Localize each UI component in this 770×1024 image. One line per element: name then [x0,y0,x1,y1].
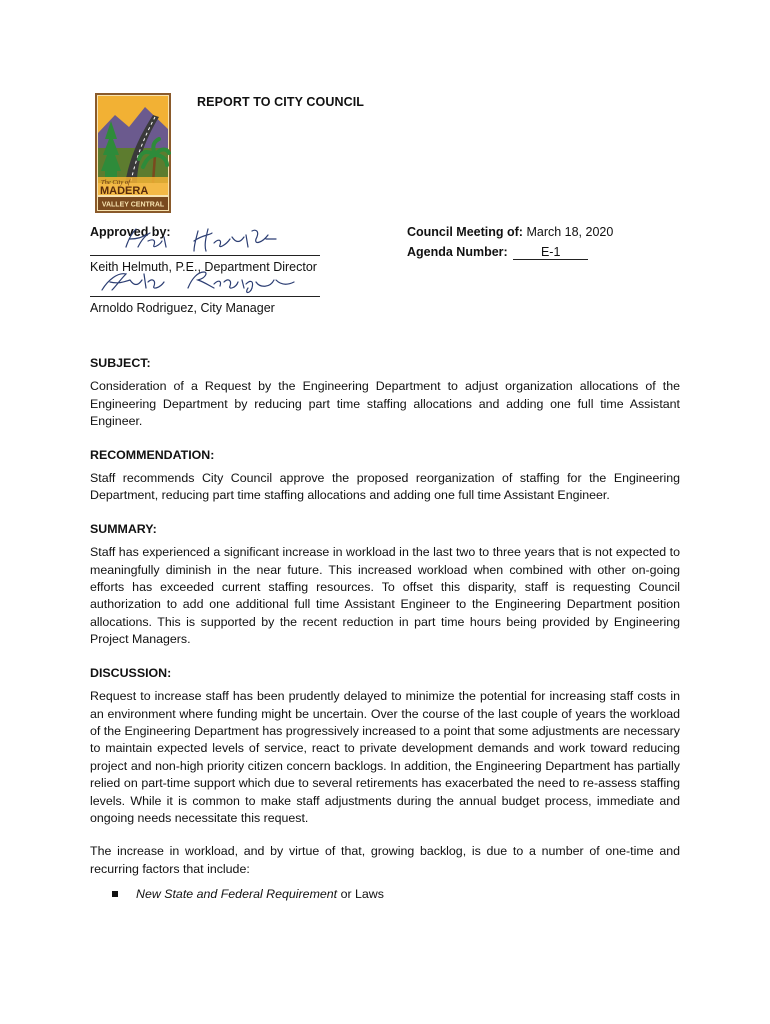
report-title: REPORT TO CITY COUNCIL [197,95,365,109]
report-body [90,355,680,904]
signature-line-city-manager [90,280,320,297]
subject-text: Consideration of a Request by the Engineering Department to adjust organization allocations of the Engineering Department by reducing part time staffing allocations and adding one full time Assistant Engineer. [90,379,680,429]
logo-text-city-of: The City of [101,179,130,186]
logo-text-valley-central: VALLEY CENTRAL [101,201,165,209]
subject-heading: SUBJECT: [90,356,151,370]
discussion-text-1: Request to increase staff has been prudently delayed to minimize the potential for increasing staff costs in an environment where funding might be uncertain. Over the course of the last couple of years the workload of the Engineering Department has progressively increased to a point that some adjustments are necessary to maintain expected levels of service, react to private development demands and work toward reducing project and non-high priority citizen concern backlogs. In addition, the Engineering Department has partially relied on part-time support which due to several retirements has exacerbated the need to re-assess staffing levels. While it is common to make staff adjustments during the annual budget process, immediate and ongoing needs necessitate this request. [90,689,680,825]
factors-list [90,886,680,903]
council-meeting-label: Council Meeting of: [407,225,523,239]
list-item [112,886,680,903]
approved-by-label: Approved by: [90,225,171,239]
city-of-madera-logo [95,93,171,213]
recommendation-heading: RECOMMENDATION: [90,447,215,462]
summary-section [90,521,680,649]
city-manager-name: Arnoldo Rodriguez, City Manager [90,301,275,315]
signature-line-director [90,239,320,256]
recommendation-section [90,447,680,505]
subject-section [90,355,680,431]
meeting-info-block [407,225,707,266]
square-bullet-icon [112,891,118,897]
madera-logo-graphic [95,93,171,213]
bullet-rest-text: or Laws [337,887,384,902]
director-signature [90,225,320,257]
council-meeting-row [407,225,707,239]
city-manager-signature [90,266,320,298]
recommendation-text: Staff recommends City Council approve the proposed reorganization of staffing for the Engineering Department, reducing part time staffing allocations and adding one full time Assistant Engineer. [90,471,680,503]
discussion-heading: DISCUSSION: [90,665,172,680]
summary-heading: SUMMARY: [90,521,157,536]
bullet-italic-text: New State and Federal Requirement [136,887,338,902]
agenda-number-value: E-1 [513,246,588,260]
discussion-text-2: The increase in workload, and by virtue of that, growing backlog, is due to a number of one-time and recurring factors that include: [90,844,680,876]
agenda-number-row [407,245,707,260]
council-meeting-date: March 18, 2020 [526,225,614,239]
approval-block [90,225,390,315]
discussion-section [90,665,680,904]
agenda-number-label: Agenda Number: [407,245,508,259]
director-name: Keith Helmuth, P.E., Department Director [90,260,317,274]
summary-text: Staff has experienced a significant increase in workload in the last two to three years that is not expected to meaningfully diminish in the near future. This increased workload when combined with other on-going efforts has exceeded current staffing resources. To offset this disparity, staff is requesting Council authorization to add one additional full time Assistant Engineer to the Engineering Department position allocations. This is supported by the recent reduction in part time hours being provided by Engineering Project Managers. [90,545,680,647]
logo-text-madera: MADERA [100,185,149,197]
